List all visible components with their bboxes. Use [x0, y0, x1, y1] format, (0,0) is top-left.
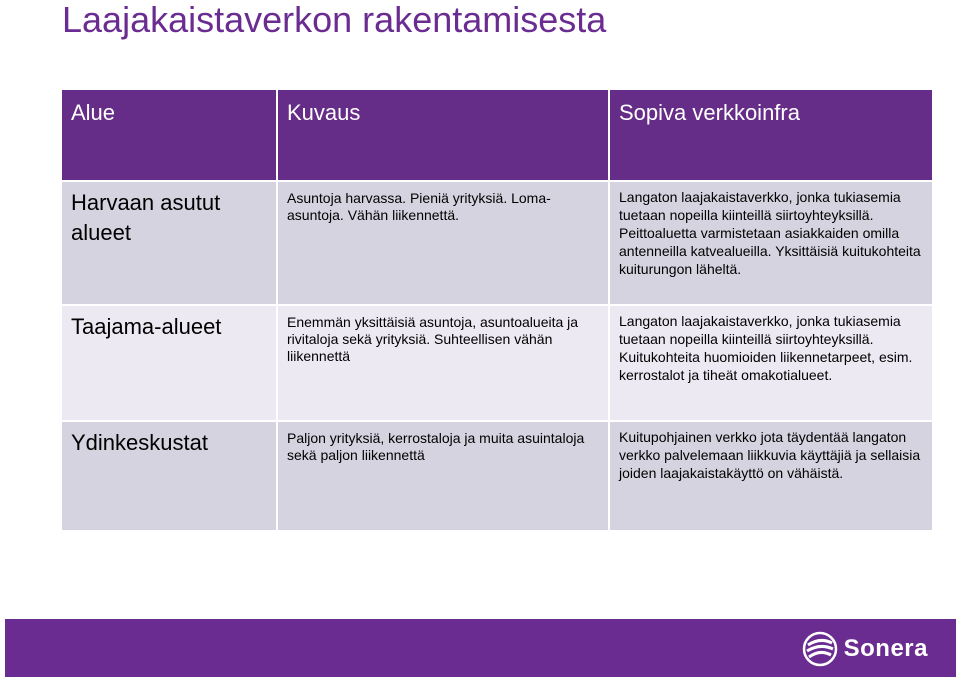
row-1-infra: Langaton laajakaistaverkko, jonka tukiasemia tuetaan nopeilla kiinteillä siirtoyhteyksillä. Peittoaluetta varmistetaan asiakkaiden omilla antenneilla katvealueilla. Yksittäisiä kuitukohteita kuiturungon läheltä.: [610, 182, 932, 304]
sonera-logo: [802, 631, 928, 667]
page-title: Laajakaistaverkon rakentamisesta: [62, 0, 607, 40]
header-alue: Alue: [62, 90, 276, 180]
sonera-logo-icon: [802, 631, 838, 667]
row-1-alue: Harvaan asutut alueet: [62, 182, 276, 304]
row-1-kuvaus: Asuntoja harvassa. Pieniä yrityksiä. Loma-asuntoja. Vähän liikennettä.: [278, 182, 608, 304]
row-3-kuvaus: Paljon yrityksiä, kerrostaloja ja muita asuintaloja sekä paljon liikennettä: [278, 422, 608, 530]
row-3-infra: Kuitupohjainen verkko jota täydentää langaton verkko palvelemaan liikkuvia käyttäjiä ja sellaisia joiden laajakaistakäyttö on vähäistä.: [610, 422, 932, 530]
row-3-alue: Ydinkeskustat: [62, 422, 276, 530]
header-kuvaus: Kuvaus: [278, 90, 608, 180]
infrastructure-table: [62, 90, 930, 526]
header-infra: Sopiva verkkoinfra: [610, 90, 932, 180]
row-2-infra: Langaton laajakaistaverkko, jonka tukiasemia tuetaan nopeilla kiinteillä siirtoyhteyksillä. Kuitukohteita huomioiden liikennetarpeet, esim. kerrostalot ja tiheät omakotialueet.: [610, 306, 932, 420]
footer-bar: [5, 619, 956, 677]
sonera-brand-text: Sonera: [843, 635, 928, 662]
row-2-kuvaus: Enemmän yksittäisiä asuntoja, asuntoalueita ja rivitaloja sekä yrityksiä. Suhteellisen vähän liikennettä: [278, 306, 608, 420]
row-2-alue: Taajama-alueet: [62, 306, 276, 420]
